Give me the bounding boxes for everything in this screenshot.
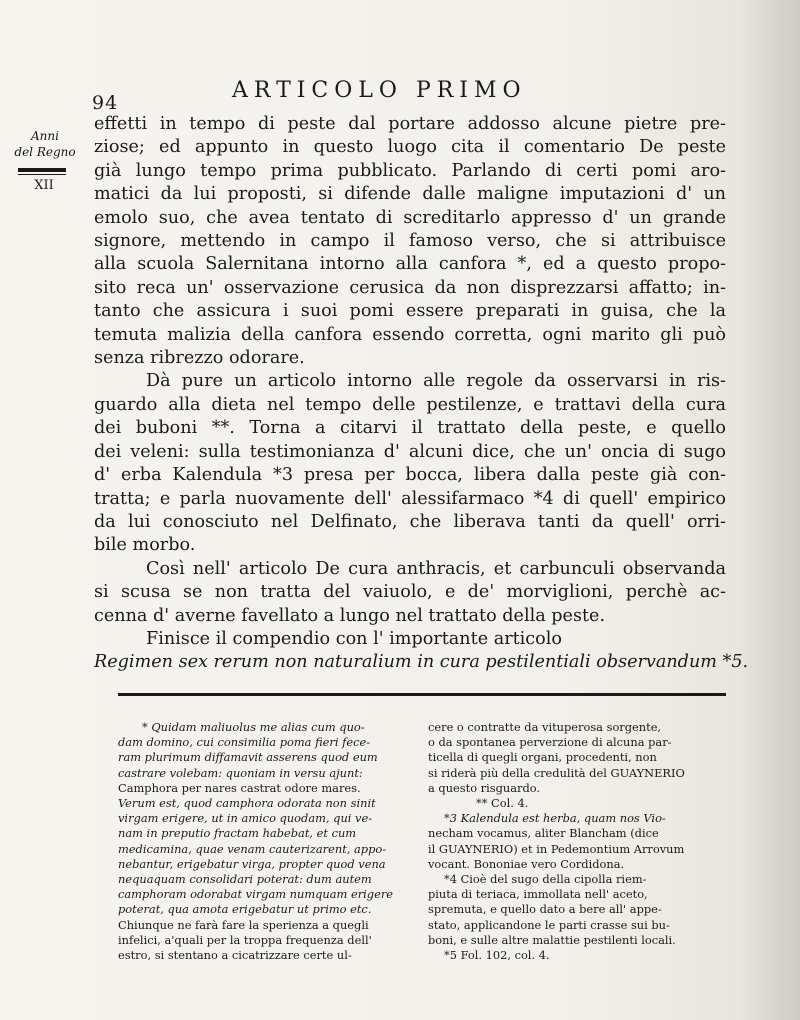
footnote-line: camphoram odorabat virgam numquam erigere (118, 887, 394, 902)
body-line: temuta malizia della canfora essendo corretta, ogni marito gli può (94, 324, 726, 345)
body-line: alla scuola Salernitana intorno alla canfora *, ed a questo propo- (94, 254, 726, 275)
footnote-separator (118, 693, 726, 696)
body-line: senza ribrezzo odorare. (94, 348, 305, 369)
footnote-line: *3 Kalendula est herba, quam nos Vio- (444, 811, 666, 826)
body-line: cenna d' averne favellato a lungo nel trattato della peste. (94, 605, 606, 626)
footnote-line: nebantur, erigebatur virga, propter quod vena (118, 856, 386, 871)
body-line: Così nell' articolo De cura anthracis, et carbunculi observanda (146, 558, 726, 579)
footnote-line: poterat, qua amota erigebatur ut primo etc. (118, 902, 372, 917)
margin-year: XII (34, 178, 54, 193)
footnote-line: virgam erigere, ut in amico quodam, qui ve- (118, 811, 373, 826)
footnote-line: castrare volebam: quoniam in versu ajunt: (118, 765, 363, 780)
body-text (94, 113, 749, 675)
footnote-line: ** Col. 4. (476, 796, 529, 811)
footnote-line: boni, e sulle altre malattie pestilenti locali. (428, 932, 676, 947)
footnote-line: ram plurimum diffamavit asserens quod eum (118, 750, 378, 765)
footnote-line: necham vocamus, aliter Blancham (dice (428, 826, 659, 841)
footnote-line: il GUAYNERIO) et in Pedemontium Arrovum (428, 841, 685, 856)
body-line: tratta; e parla nuovamente dell' alessifarmaco *4 di quell' empirico (94, 488, 726, 509)
body-line: matici da lui proposti, si difende dalle maligne imputazioni d' un (94, 184, 726, 205)
footnote-line: cere o contratte da vituperosa sorgente, (428, 720, 662, 734)
footnote-line: o da spontanea perverzione di alcuna par- (428, 735, 672, 750)
body-line: Dà pure un articolo intorno alle regole da osservarsi in ris- (146, 371, 726, 392)
footnote-line: infelici, a'quali per la troppa frequenza dell' (118, 932, 372, 947)
footnote-line: nequaquam consolidari poterat: dum autem (118, 872, 372, 887)
margin-rule-thin (18, 174, 66, 175)
body-line: signore, mettendo in campo il famoso verso, che si attribuisce (94, 231, 726, 252)
footnote-line: dam domino, cui consimilia poma fieri fece- (118, 735, 371, 750)
footnote-line: a questo risguardo. (428, 780, 541, 795)
running-title: ARTICOLO PRIMO (232, 78, 527, 103)
body-line: dei veleni: sulla testimonianza d' alcuni dice, che un' oncia di sugo (94, 441, 726, 462)
margin-note-line1: Anni (31, 129, 59, 143)
footnote-line: si riderà più della credulità del GUAYNERIO (428, 765, 685, 780)
footnote-line: piuta di teriaca, immollata nell' aceto, (428, 887, 648, 902)
footnotes-right-column (428, 720, 732, 963)
footnote-line: ticella di quegli organi, procedenti, non (428, 750, 657, 765)
body-line: tanto che assicura i suoi pomi essere preparati in guisa, che la (94, 301, 726, 322)
body-line: si scusa se non tratta del vaiuolo, e de' morviglioni, perchè ac- (94, 582, 726, 603)
body-line: ziose; ed appunto in questo luogo cita il comentario De peste (94, 137, 726, 158)
footnotes-left-column (118, 720, 416, 963)
body-line: già lungo tempo prima pubblicato. Parlando di certi pomi aro- (94, 160, 726, 181)
margin-note (14, 128, 76, 160)
page-number: 94 (92, 92, 119, 114)
footnote-line: stato, applicandone le parti crasse sui bu- (428, 917, 670, 932)
footnote-line: *5 Fol. 102, col. 4. (444, 948, 550, 963)
body-line: d' erba Kalendula *3 presa per bocca, libera dalla peste già con- (94, 465, 726, 486)
footnote-line: * Quidam maliuolus me alias cum quo- (142, 720, 365, 734)
footnote-line: vocant. Bononiae vero Cordidona. (428, 856, 625, 871)
footnote-line: Chiunque ne farà fare la sperienza a quegli (118, 917, 369, 932)
footnote-line: spremuta, e quello dato a bere all' appe- (428, 902, 662, 917)
body-line: Finisce il compendio con l' importante articolo (146, 628, 562, 649)
body-line: bile morbo. (94, 535, 196, 556)
footnote-line: medicamina, quae venam cauterizarent, appo- (118, 841, 387, 856)
margin-note-line2: del Regno (14, 145, 76, 159)
body-line: emolo suo, che avea tentato di screditarlo appresso d' un grande (94, 207, 726, 228)
body-line: effetti in tempo di peste dal portare addosso alcune pietre pre- (94, 114, 726, 134)
body-line: da lui conosciuto nel Delfinato, che liberava tanti da quell' orri- (94, 511, 726, 532)
footnote-line: *4 Cioè del sugo della cipolla riem- (444, 872, 647, 887)
margin-rule (18, 168, 66, 172)
body-line: dei buboni **. Torna a citarvi il trattato della peste, e quello (94, 418, 726, 439)
body-line: guardo alla dieta nel tempo delle pestilenze, e trattavi della cura (94, 394, 726, 415)
footnote-line: estro, si stentano a cicatrizzare certe ul- (118, 948, 352, 963)
body-line: sito reca un' osservazione cerusica da non disprezzarsi affatto; in- (94, 277, 726, 298)
footnote-line: Verum est, quod camphora odorata non sinit (118, 796, 376, 811)
body-line: Regimen sex rerum non naturalium in cura pestilentiali observandum *5. (94, 652, 749, 673)
footnote-line: nam in preputio fractam habebat, et cum (118, 826, 357, 841)
footnote-line: Camphora per nares castrat odore mares. (118, 780, 361, 795)
